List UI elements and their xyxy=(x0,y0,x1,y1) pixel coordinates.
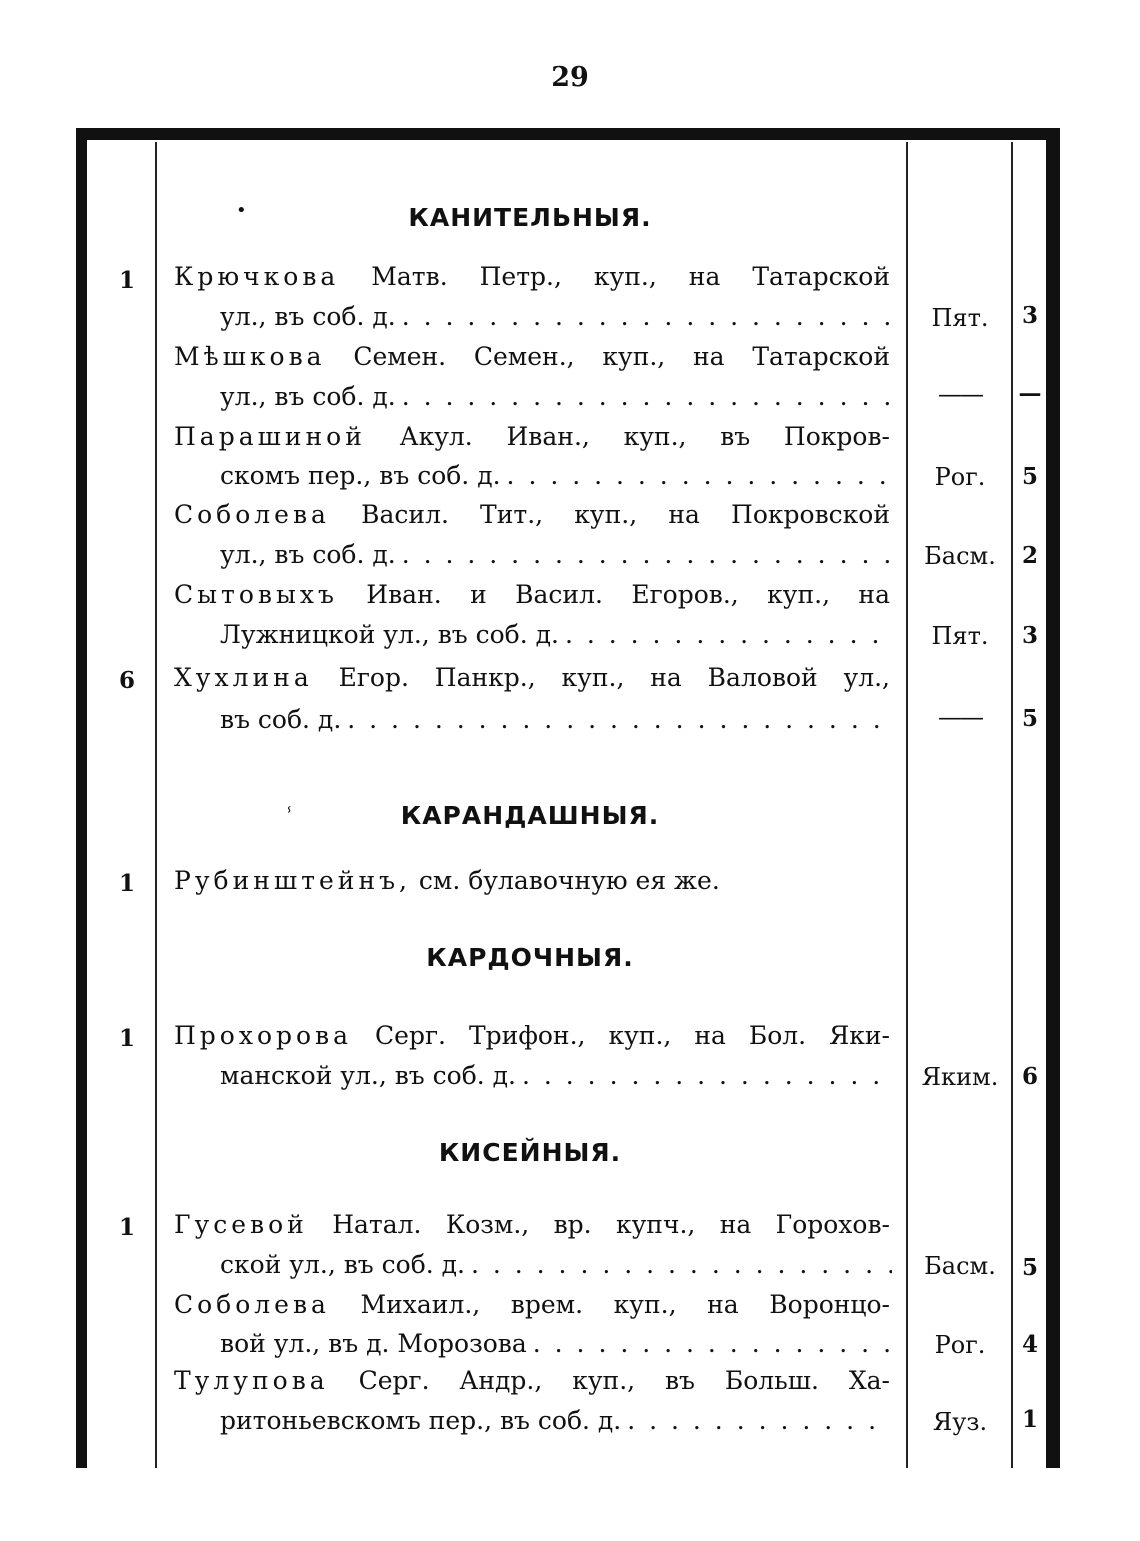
entry-address: въ соб. д. xyxy=(220,705,347,734)
entry-line xyxy=(174,580,890,609)
entry-name: Гусевой xyxy=(174,1210,308,1239)
entry-name: Рубинштейнъ, xyxy=(174,866,411,895)
entry-line xyxy=(174,1210,890,1239)
row-count: 1 xyxy=(118,267,135,294)
entry-name: Соболева xyxy=(174,500,330,529)
entry-name: Соболева xyxy=(174,1290,330,1319)
entry-address: ул., въ соб. д. xyxy=(220,382,402,411)
entry-address: ритоньевскомъ пер., въ соб. д. xyxy=(220,1406,627,1435)
entry-details: Иван. и Васил. Егоров., куп., на xyxy=(366,580,890,609)
ink-speck: ⸯ xyxy=(284,808,295,829)
entry-line xyxy=(220,302,892,331)
district-cell: —— xyxy=(938,703,982,731)
district-cell: Пят. xyxy=(931,304,989,332)
house-cell: — xyxy=(1018,380,1042,407)
entry-address: ской ул., въ соб. д. xyxy=(220,1250,471,1279)
house-cell: 3 xyxy=(1021,622,1038,649)
entry-details: Серг. Андр., куп., въ Больш. Ха- xyxy=(358,1366,890,1395)
entry-details: Михаил., врем. куп., на Воронцо- xyxy=(360,1290,890,1319)
entry-details: Егор. Панкр., куп., на Валовой ул., xyxy=(338,663,890,692)
house-cell: 3 xyxy=(1021,302,1038,329)
house-cell: 4 xyxy=(1021,1331,1038,1358)
house-cell: 5 xyxy=(1021,705,1038,732)
house-cell: 1 xyxy=(1021,1406,1038,1433)
entry-details: Акул. Иван., куп., въ Покров- xyxy=(399,422,890,451)
entry-name: Тулупова xyxy=(174,1366,329,1395)
entry-name: Крючкова xyxy=(174,262,340,291)
row-count: 1 xyxy=(118,870,135,897)
house-cell: 5 xyxy=(1021,1254,1038,1281)
section-heading: КАРАНДАШНЫЯ. xyxy=(400,801,660,830)
entry-line xyxy=(220,1406,892,1435)
entry-details: Семен. Семен., куп., на Татарской xyxy=(353,342,890,371)
entry-details: Матв. Петр., куп., на Татарской xyxy=(371,262,890,291)
page-number: 29 xyxy=(551,62,589,93)
row-count: 6 xyxy=(118,667,135,694)
entry-line xyxy=(174,1366,890,1395)
house-cell: 2 xyxy=(1021,542,1038,569)
entry-line xyxy=(174,866,890,895)
entry-line xyxy=(220,382,892,411)
ink-speck: • xyxy=(236,200,247,221)
entry-line xyxy=(220,1061,892,1090)
entry-details: Натал. Козм., вр. купч., на Горохов- xyxy=(332,1210,890,1239)
district-cell: Басм. xyxy=(924,1252,996,1280)
entry-line xyxy=(174,342,890,371)
district-cell: —— xyxy=(938,380,982,408)
entry-address: скомъ пер., въ соб. д. xyxy=(220,461,507,490)
district-cell: Пят. xyxy=(931,622,989,650)
entry-line xyxy=(174,663,890,692)
entry-line xyxy=(174,1290,890,1319)
house-cell: 5 xyxy=(1021,463,1038,490)
entry-name: Хухлина xyxy=(174,663,313,692)
house-cell: 6 xyxy=(1021,1063,1038,1090)
entry-details: Серг. Трифон., куп., на Бол. Яки- xyxy=(375,1021,890,1050)
entry-address: ул., въ соб. д. xyxy=(220,540,402,569)
entry-line xyxy=(174,262,890,291)
entry-name: Прохорова xyxy=(174,1021,353,1050)
entry-name: Сытовыхъ xyxy=(174,580,338,609)
section-heading: КАНИТЕЛЬНЫЯ. xyxy=(408,203,652,232)
district-cell: Яуз. xyxy=(932,1408,988,1436)
entry-line xyxy=(220,705,892,734)
entry-details: Васил. Тит., куп., на Покровской xyxy=(361,500,890,529)
entry-line xyxy=(174,1021,890,1050)
district-cell: Басм. xyxy=(924,542,996,570)
entry-address: Лужницкой ул., въ соб. д. xyxy=(220,620,565,649)
entry-details: см. булавочную ея же. xyxy=(418,866,720,895)
district-cell: Рог. xyxy=(934,463,986,491)
section-heading: КИСЕЙНЫЯ. xyxy=(438,1138,622,1167)
entry-line xyxy=(220,1250,892,1279)
entry-line xyxy=(220,461,892,490)
entry-address: ул., въ соб. д. xyxy=(220,302,402,331)
entry-line xyxy=(220,620,892,649)
entry-line xyxy=(220,540,892,569)
entry-address: вой ул., въ д. Морозова xyxy=(220,1329,533,1358)
district-cell: Яким. xyxy=(921,1063,999,1091)
row-count: 1 xyxy=(118,1214,135,1241)
entry-address: манской ул., въ соб. д. xyxy=(220,1061,522,1090)
row-count: 1 xyxy=(118,1025,135,1052)
entry-line xyxy=(220,1329,892,1358)
entry-line xyxy=(174,422,890,451)
section-heading: КАРДОЧНЫЯ. xyxy=(426,943,634,972)
entry-line xyxy=(174,500,890,529)
entry-name: Парашиной xyxy=(174,422,366,451)
entry-name: Мѣшкова xyxy=(174,342,326,371)
district-cell: Рог. xyxy=(934,1331,986,1359)
